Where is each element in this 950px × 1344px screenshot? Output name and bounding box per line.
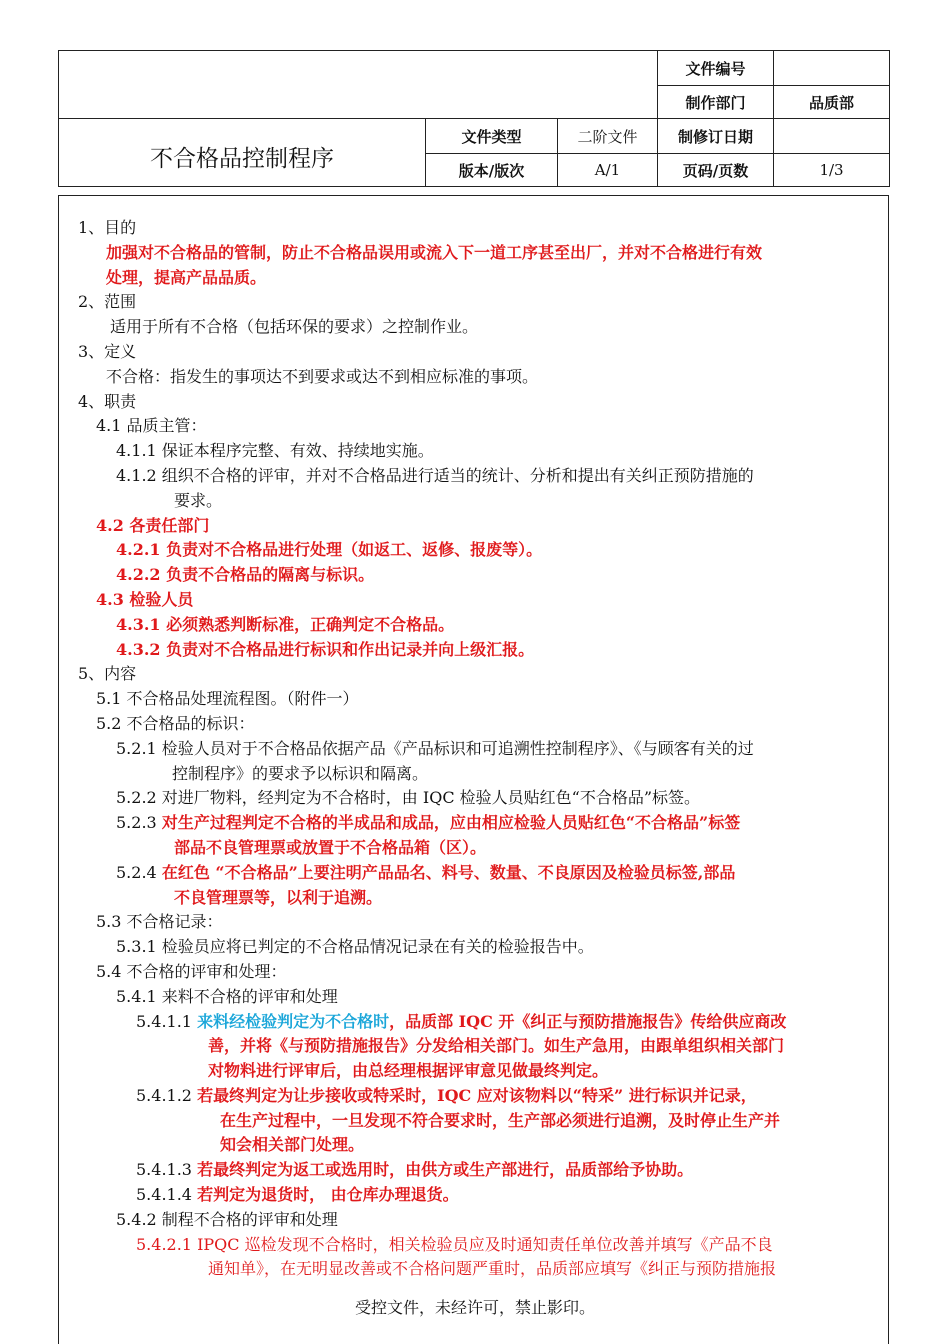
content-item [74, 1010, 880, 1035]
content-item: 5.4.2 制程不合格的评审和处理 [116, 1209, 338, 1229]
content-item: 5.4.1 来料不合格的评审和处理 [116, 986, 338, 1006]
item-number: 5.2.4 [116, 862, 157, 882]
content-item-continued: 善，并将《与预防措施报告》分发给相关部门。如生产急用，由跟单组织相关部门 [208, 1036, 785, 1056]
purpose-text-line: 处理，提高产品品质。 [106, 267, 267, 287]
dept-value: 品质部 [774, 86, 890, 119]
section-scope-heading: 2、范围 [78, 292, 137, 312]
content-item: 5.3 不合格记录： [96, 912, 223, 932]
duty-item: 4.1.1 保证本程序完整、有效、持续地实施。 [116, 441, 434, 461]
section-definition-heading: 3、定义 [78, 341, 137, 361]
content-item: 5.1 不合格品处理流程图。（附件一） [96, 689, 359, 709]
item-text-highlight: 来料经检验判定为不合格时 [197, 1011, 390, 1031]
document-header-table [58, 50, 890, 187]
content-item [74, 1158, 880, 1183]
content-item [74, 811, 880, 836]
content-item: 5.3.1 检验员应将已判定的不合格品情况记录在有关的检验报告中。 [116, 937, 594, 957]
duty-item: 4.3.1 必须熟悉判断标准，正确判定不合格品。 [116, 614, 455, 634]
content-item-continued: 知会相关部门处理。 [220, 1135, 365, 1155]
duty-item: 4.1.2 组织不合格的评审，并对不合格品进行适当的统计、分析和提出有关纠正预防措施的 [116, 465, 754, 485]
page-value: 1/3 [774, 154, 890, 187]
type-label: 文件类型 [426, 119, 558, 154]
document-title: 不合格品控制程序 [59, 119, 426, 187]
duty-item: 4.3.2 负责对不合格品进行标识和作出记录并向上级汇报。 [116, 639, 535, 659]
duty-item: 4.3 检验人员 [96, 589, 194, 609]
controlled-document-notice: 受控文件，未经许可，禁止影印。 [354, 1298, 595, 1317]
duty-item: 4.2 各责任部门 [96, 515, 210, 535]
content-item: 5.4.2.1 IPQC 巡检发现不合格时，相关检验员应及时通知责任单位改善并填写《产品不良 [136, 1234, 773, 1254]
type-value: 二阶文件 [558, 119, 658, 154]
header-blank-area [59, 51, 658, 119]
duty-item-continued: 要求。 [174, 490, 223, 510]
doc-no-label: 文件编号 [658, 51, 774, 86]
item-text: 若最终判定为让步接收或特采时，IQC 应对该物料以“特采” 进行标识并记录， [197, 1085, 757, 1105]
content-item: 5.2.1 检验人员对于不合格品依据产品《产品标识和可追溯性控制程序》、《与顾客有关的过 [116, 738, 754, 758]
content-item-continued: 控制程序》的要求予以标识和隔离。 [172, 763, 429, 783]
item-text: ，品质部 IQC 开《纠正与预防措施报告》传给供应商改 [389, 1011, 787, 1031]
section-purpose-heading: 1、目的 [78, 218, 137, 237]
item-number: 5.2.3 [116, 813, 157, 833]
version-value: A/1 [558, 154, 658, 187]
section-content-heading: 5、内容 [78, 664, 137, 684]
scope-text: 适用于所有不合格（包括环保的要求）之控制作业。 [110, 317, 479, 337]
content-item-continued: 在生产过程中，一旦发现不符合要求时，生产部必须进行追溯，及时停止生产并 [220, 1110, 781, 1130]
item-number: 5.4.1.2 [136, 1085, 192, 1105]
content-item: 5.4 不合格的评审和处理： [96, 961, 287, 981]
item-text: 在红色 “不合格品”上要注明产品品名、料号、数量、不良原因及检验员标签,部品 [161, 862, 736, 882]
item-number: 5.4.1.4 [136, 1185, 192, 1205]
purpose-text-line: 加强对不合格品的管制，防止不合格品误用或流入下一道工序甚至出厂，并对不合格进行有效 [106, 242, 763, 262]
rev-date-value [774, 119, 890, 154]
item-text: 若判定为退货时， 由仓库办理退货。 [197, 1185, 459, 1205]
item-number: 5.4.1.3 [136, 1160, 192, 1180]
dept-label: 制作部门 [658, 86, 774, 119]
content-item [74, 1183, 880, 1208]
definition-text: 不合格：指发生的事项达不到要求或达不到相应标准的事项。 [106, 366, 539, 386]
rev-date-label: 制修订日期 [658, 119, 774, 154]
doc-no-value [774, 51, 890, 86]
content-item: 5.2.2 对进厂物料，经判定为不合格时，由 IQC 检验人员贴红色“不合格品”标签。 [116, 788, 701, 808]
document-body [74, 216, 880, 1282]
duty-item: 4.2.2 负责不合格品的隔离与标识。 [116, 565, 375, 585]
content-item: 5.2 不合格品的标识： [96, 713, 255, 733]
section-duties-heading: 4、职责 [78, 391, 137, 411]
duty-item: 4.1 品质主管： [96, 416, 207, 436]
page-label: 页码/页数 [658, 154, 774, 187]
item-number: 5.4.1.1 [136, 1011, 192, 1031]
content-item-continued: 通知单》，在无明显改善或不合格问题严重时，品质部应填写《纠正与预防措施报 [208, 1259, 777, 1279]
content-item-continued: 对物料进行评审后，由总经理根据评审意见做最终判定。 [208, 1061, 609, 1081]
item-text: 若最终判定为返工或选用时，由供方或生产部进行，品质部给予协助。 [197, 1160, 694, 1180]
duty-item: 4.2.1 负责对不合格品进行处理（如返工、返修、报废等）。 [116, 540, 543, 560]
item-text: 对生产过程判定不合格的半成品和成品，应由相应检验人员贴红色“不合格品”标签 [161, 813, 741, 833]
content-item-continued: 不良管理票等，以利于追溯。 [174, 887, 383, 907]
content-item [74, 861, 880, 886]
version-label: 版本/版次 [426, 154, 558, 187]
content-item [74, 1084, 880, 1109]
content-item-continued: 部品不良管理票或放置于不合格品箱（区）。 [174, 837, 487, 857]
